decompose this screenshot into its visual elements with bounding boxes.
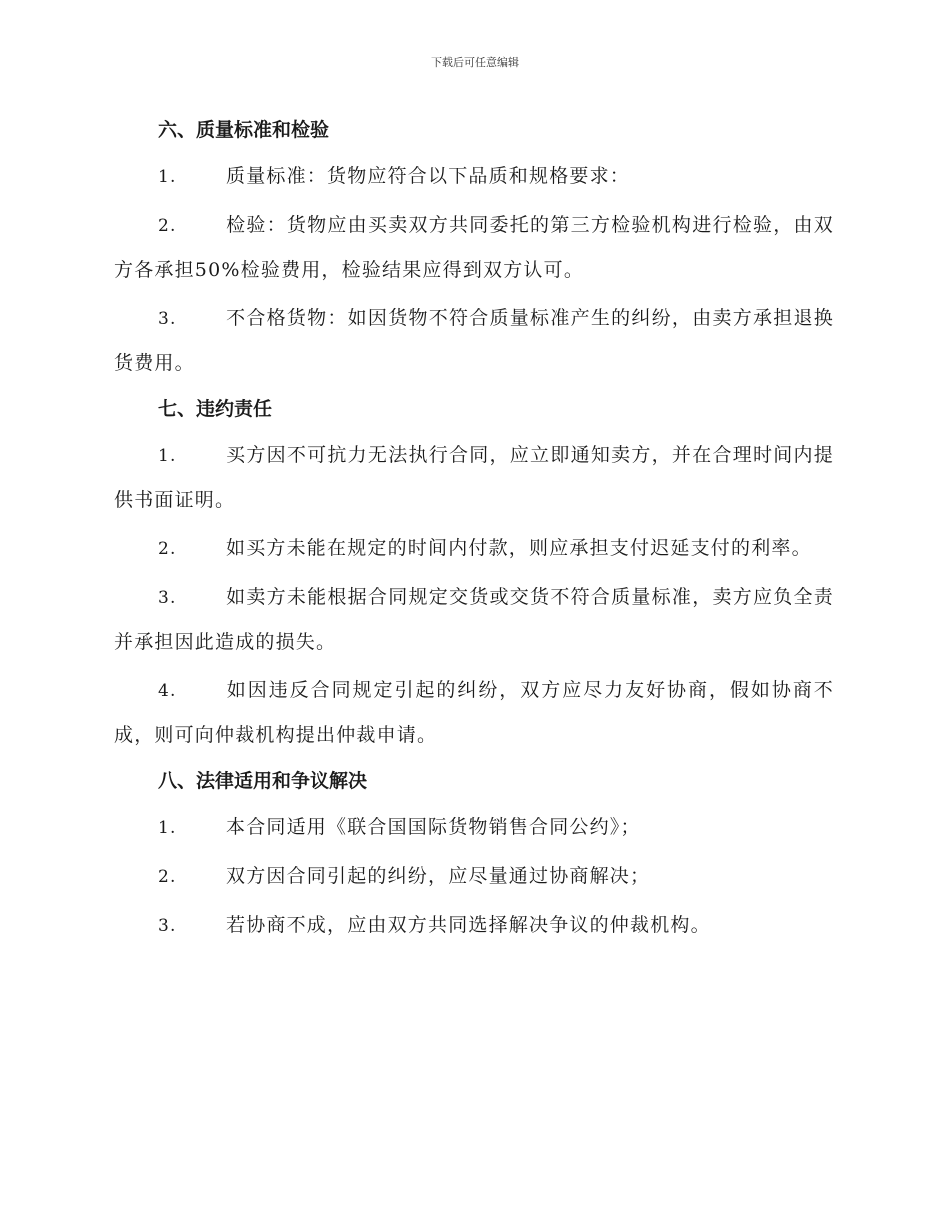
clause-number: 3. [158, 916, 177, 936]
clause-text: 若协商不成，应由双方共同选择解决争议的仲裁机构。 [226, 914, 711, 936]
clause-item [114, 154, 834, 199]
clause-number: 3. [158, 588, 177, 608]
clause-text: 如因违反合同规定引起的纠纷，双方应尽力友好协商，假如协商不成，则可向仲裁机构提出仲裁申请。 [114, 679, 834, 746]
section-law-dispute [114, 761, 834, 948]
section-breach-liability [114, 389, 834, 757]
clause-number: 2. [158, 867, 177, 887]
clause-number: 3. [158, 309, 177, 329]
clause-text: 如买方未能在规定的时间内付款，则应承担支付迟延支付的利率。 [226, 537, 812, 559]
clause-text: 不合格货物：如因货物不符合质量标准产生的纠纷，由卖方承担退换货费用。 [114, 307, 834, 374]
clause-item [114, 433, 834, 522]
clause-number: 1. [158, 818, 177, 838]
clause-number: 1. [158, 446, 177, 466]
clause-number: 2. [158, 539, 177, 559]
clause-item [114, 668, 834, 757]
clause-number: 4. [158, 681, 177, 701]
section-heading: 六、质量标准和检验 [158, 119, 330, 141]
clause-text: 质量标准：货物应符合以下品质和规格要求： [226, 165, 631, 187]
clause-item [114, 903, 834, 948]
clause-item [114, 296, 834, 385]
section-quality-inspection [114, 110, 834, 385]
clause-item [114, 854, 834, 899]
clause-item [114, 526, 834, 571]
clause-text: 检验：货物应由买卖双方共同委托的第三方检验机构进行检验，由双方各承担50%检验费用，检验结果应得到双方认可。 [114, 214, 834, 281]
section-heading: 七、违约责任 [158, 398, 273, 420]
document-body [114, 108, 834, 952]
clause-item [114, 805, 834, 850]
clause-text: 双方因合同引起的纠纷，应尽量通过协商解决； [226, 865, 651, 887]
clause-text: 本合同适用《联合国国际货物销售合同公约》； [226, 816, 641, 838]
clause-text: 如卖方未能根据合同规定交货或交货不符合质量标准，卖方应负全责并承担因此造成的损失。 [114, 586, 834, 653]
page-header: 下载后可任意编辑 [431, 56, 519, 69]
clause-number: 2. [158, 216, 177, 236]
clause-number: 1. [158, 167, 177, 187]
clause-item [114, 575, 834, 664]
section-heading: 八、法律适用和争议解决 [158, 770, 368, 792]
clause-item [114, 203, 834, 292]
clause-text: 买方因不可抗力无法执行合同，应立即通知卖方，并在合理时间内提供书面证明。 [114, 444, 834, 511]
